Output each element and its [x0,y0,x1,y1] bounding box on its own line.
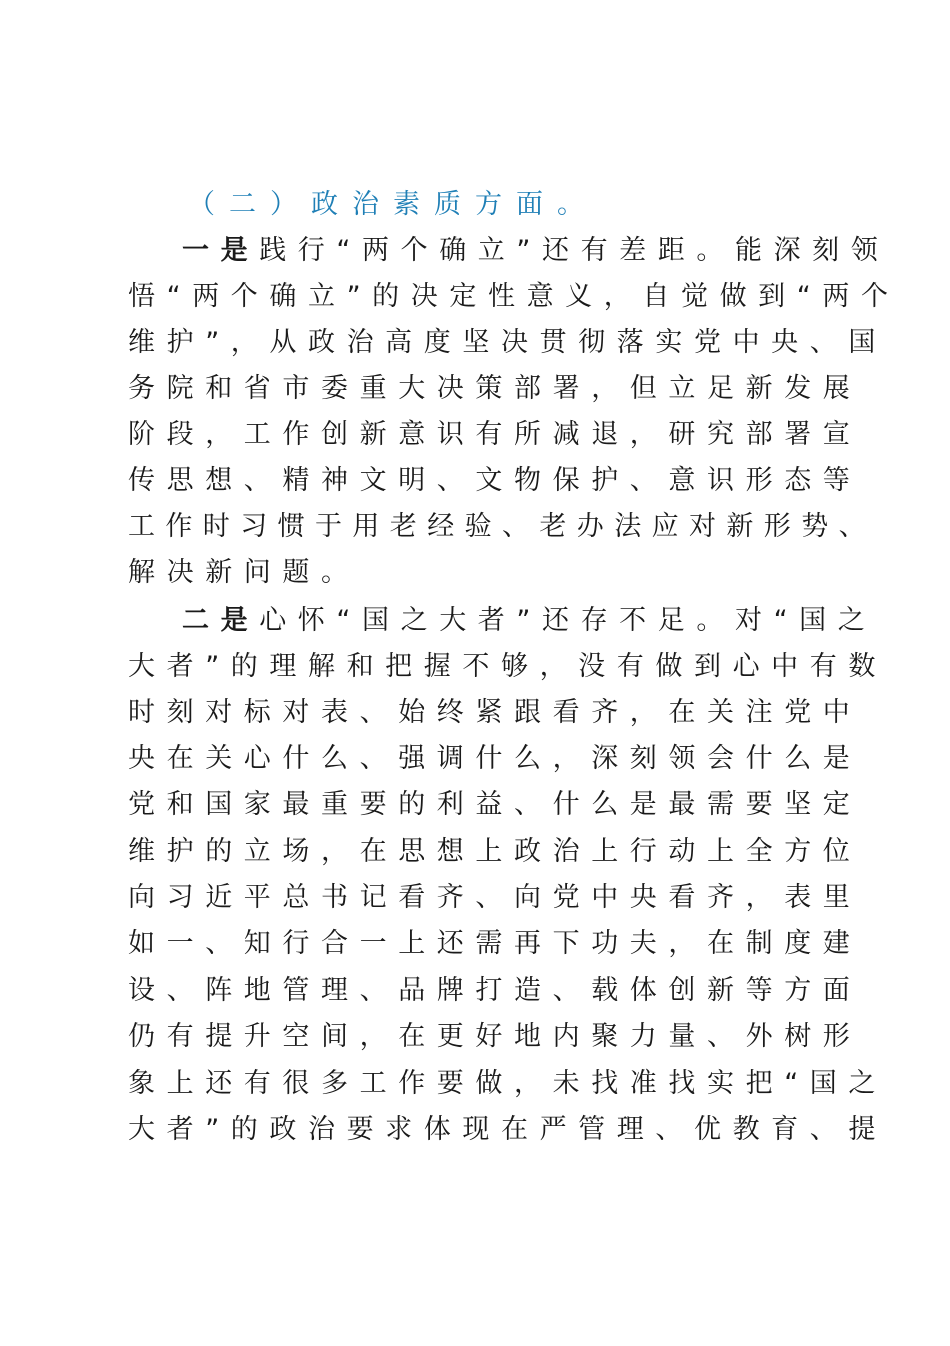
paragraph-1-line-3: 维护”，从政治高度坚决贯彻落实党中央、国 [128,327,887,358]
paragraph-1-lead: 一是 [182,235,260,266]
paragraph-1-line-7: 工作时习惯于用老经验、老办法应对新形势、 [128,511,876,542]
paragraph-2-line-3: 时刻对标对表、始终紧跟看齐，在关注党中 [128,697,862,728]
paragraph-2-line-10: 仍有提升空间，在更好地内聚力量、外树形 [128,1021,862,1052]
paragraph-2-line-7: 向习近平总书记看齐、向党中央看齐，表里 [128,882,862,913]
section-heading: （二）政治素质方面。 [188,189,598,220]
paragraph-1-line-6: 传思想、精神文明、文物保护、意识形态等 [128,465,862,496]
paragraph-1-line-8: 解决新问题。 [128,557,360,588]
paragraph-2-line-11: 象上还有很多工作要做，未找准找实把“国之 [128,1068,887,1099]
paragraph-2-line-8: 如一、知行合一上还需再下功夫，在制度建 [128,928,862,959]
paragraph-1-line-2: 悟“两个确立”的决定性意义，自觉做到“两个 [128,281,900,312]
paragraph-1-line-4: 务院和省市委重大决策部署，但立足新发展 [128,373,862,404]
paragraph-2-line-5: 党和国家最重要的利益、什么是最需要坚定 [128,789,862,820]
paragraph-2-lead: 二是 [182,605,260,636]
paragraph-2-line-4: 央在关心什么、强调什么，深刻领会什么是 [128,743,862,774]
paragraph-2-line-1-text: 心怀“国之大者”还存不足。对“国之 [259,605,877,636]
paragraph-1-line-5: 阶段，工作创新意识有所减退，研究部署宣 [128,419,862,450]
paragraph-2-line-9: 设、阵地管理、品牌打造、载体创新等方面 [128,975,862,1006]
paragraph-2-line-2: 大者”的理解和把握不够，没有做到心中有数 [128,651,887,682]
paragraph-1-line-1 [182,228,889,274]
paragraph-2-line-12: 大者”的政治要求体现在严管理、优教育、提 [128,1114,887,1145]
paragraph-2-line-6: 维护的立场，在思想上政治上行动上全方位 [128,836,862,867]
paragraph-1-line-1-text: 践行“两个确立”还有差距。能深刻领 [259,235,890,266]
paragraph-2-line-1 [182,598,876,644]
